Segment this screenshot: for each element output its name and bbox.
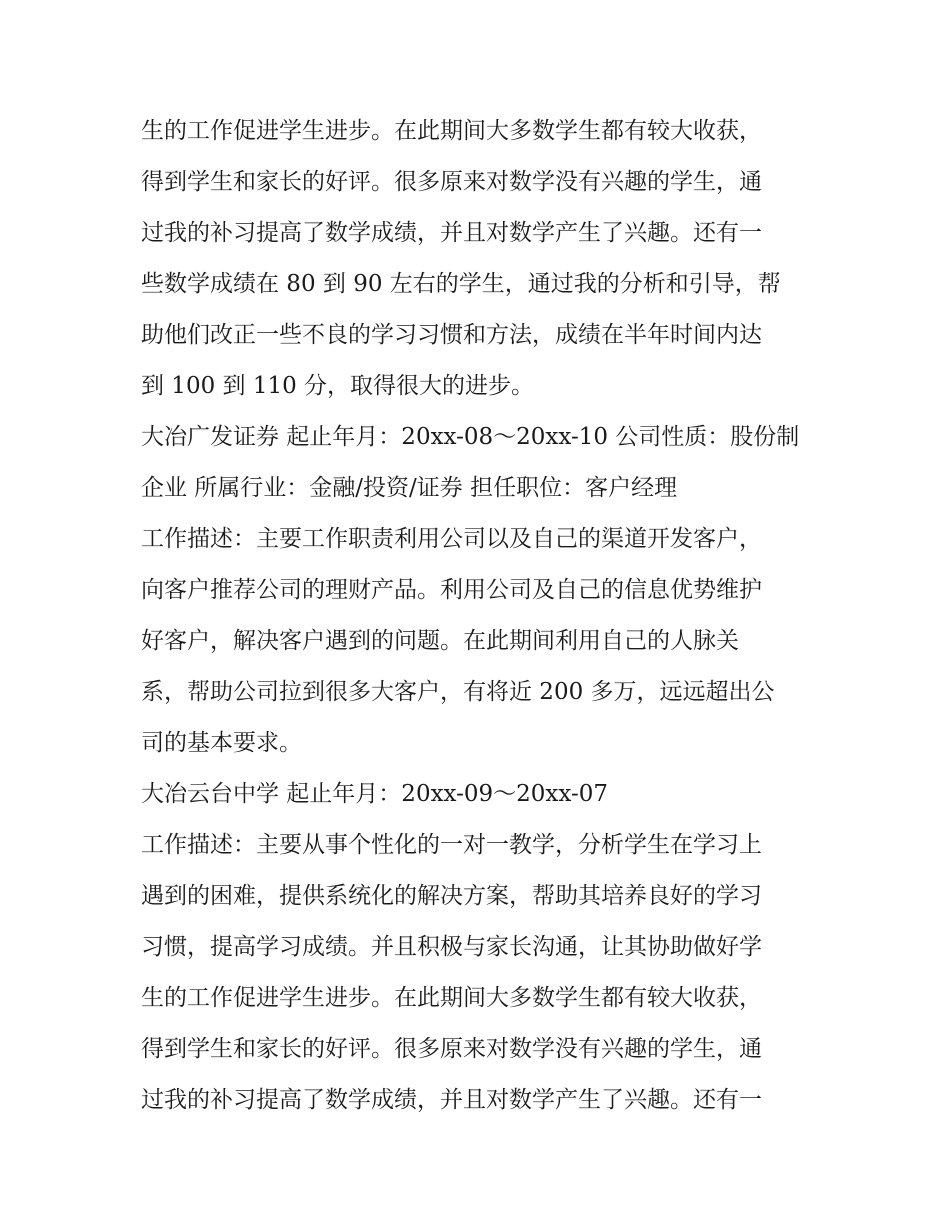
text-line: 好客户，解决客户遇到的问题。在此期间利用自己的人脉关 xyxy=(141,628,739,654)
text-line: 过我的补习提高了数学成绩，并且对数学产生了兴趣。还有一 xyxy=(141,220,762,246)
text-line: 过我的补习提高了数学成绩，并且对数学产生了兴趣。还有一 xyxy=(141,1087,762,1113)
text-line: 生的工作促进学生进步。在此期间大多数学生都有较大收获， xyxy=(141,118,762,144)
text-line: 些数学成绩在 80 到 90 左右的学生，通过我的分析和引导，帮 xyxy=(141,271,781,297)
job-header-line: 大冶广发证券 起止年月：20xx-08～20xx-10 公司性质：股份制 xyxy=(141,424,800,450)
text-line: 到 100 到 110 分，取得很大的进步。 xyxy=(141,373,535,399)
text-line: 遇到的困难，提供系统化的解决方案，帮助其培养良好的学习 xyxy=(141,883,762,909)
text-line: 司的基本要求。 xyxy=(141,730,302,756)
job-header-line: 企业 所属行业：金融/投资/证券 担任职位：客户经理 xyxy=(141,475,678,501)
text-line: 生的工作促进学生进步。在此期间大多数学生都有较大收获， xyxy=(141,985,762,1011)
document-body xyxy=(141,106,813,1126)
text-line: 向客户推荐公司的理财产品。利用公司及自己的信息优势维护 xyxy=(141,577,762,603)
text-line: 系，帮助公司拉到很多大客户，有将近 200 多万，远远超出公 xyxy=(141,679,775,705)
text-line: 得到学生和家长的好评。很多原来对数学没有兴趣的学生，通 xyxy=(141,1036,762,1062)
text-line: 得到学生和家长的好评。很多原来对数学没有兴趣的学生，通 xyxy=(141,169,762,195)
job-header-line: 大冶云台中学 起止年月：20xx-09～20xx-07 xyxy=(141,781,608,807)
text-line: 工作描述：主要工作职责利用公司以及自己的渠道开发客户， xyxy=(141,526,762,552)
text-line: 工作描述：主要从事个性化的一对一教学，分析学生在学习上 xyxy=(141,832,762,858)
text-line: 习惯，提高学习成绩。并且积极与家长沟通，让其协助做好学 xyxy=(141,934,762,960)
text-line: 助他们改正一些不良的学习习惯和方法，成绩在半年时间内达 xyxy=(141,322,762,348)
